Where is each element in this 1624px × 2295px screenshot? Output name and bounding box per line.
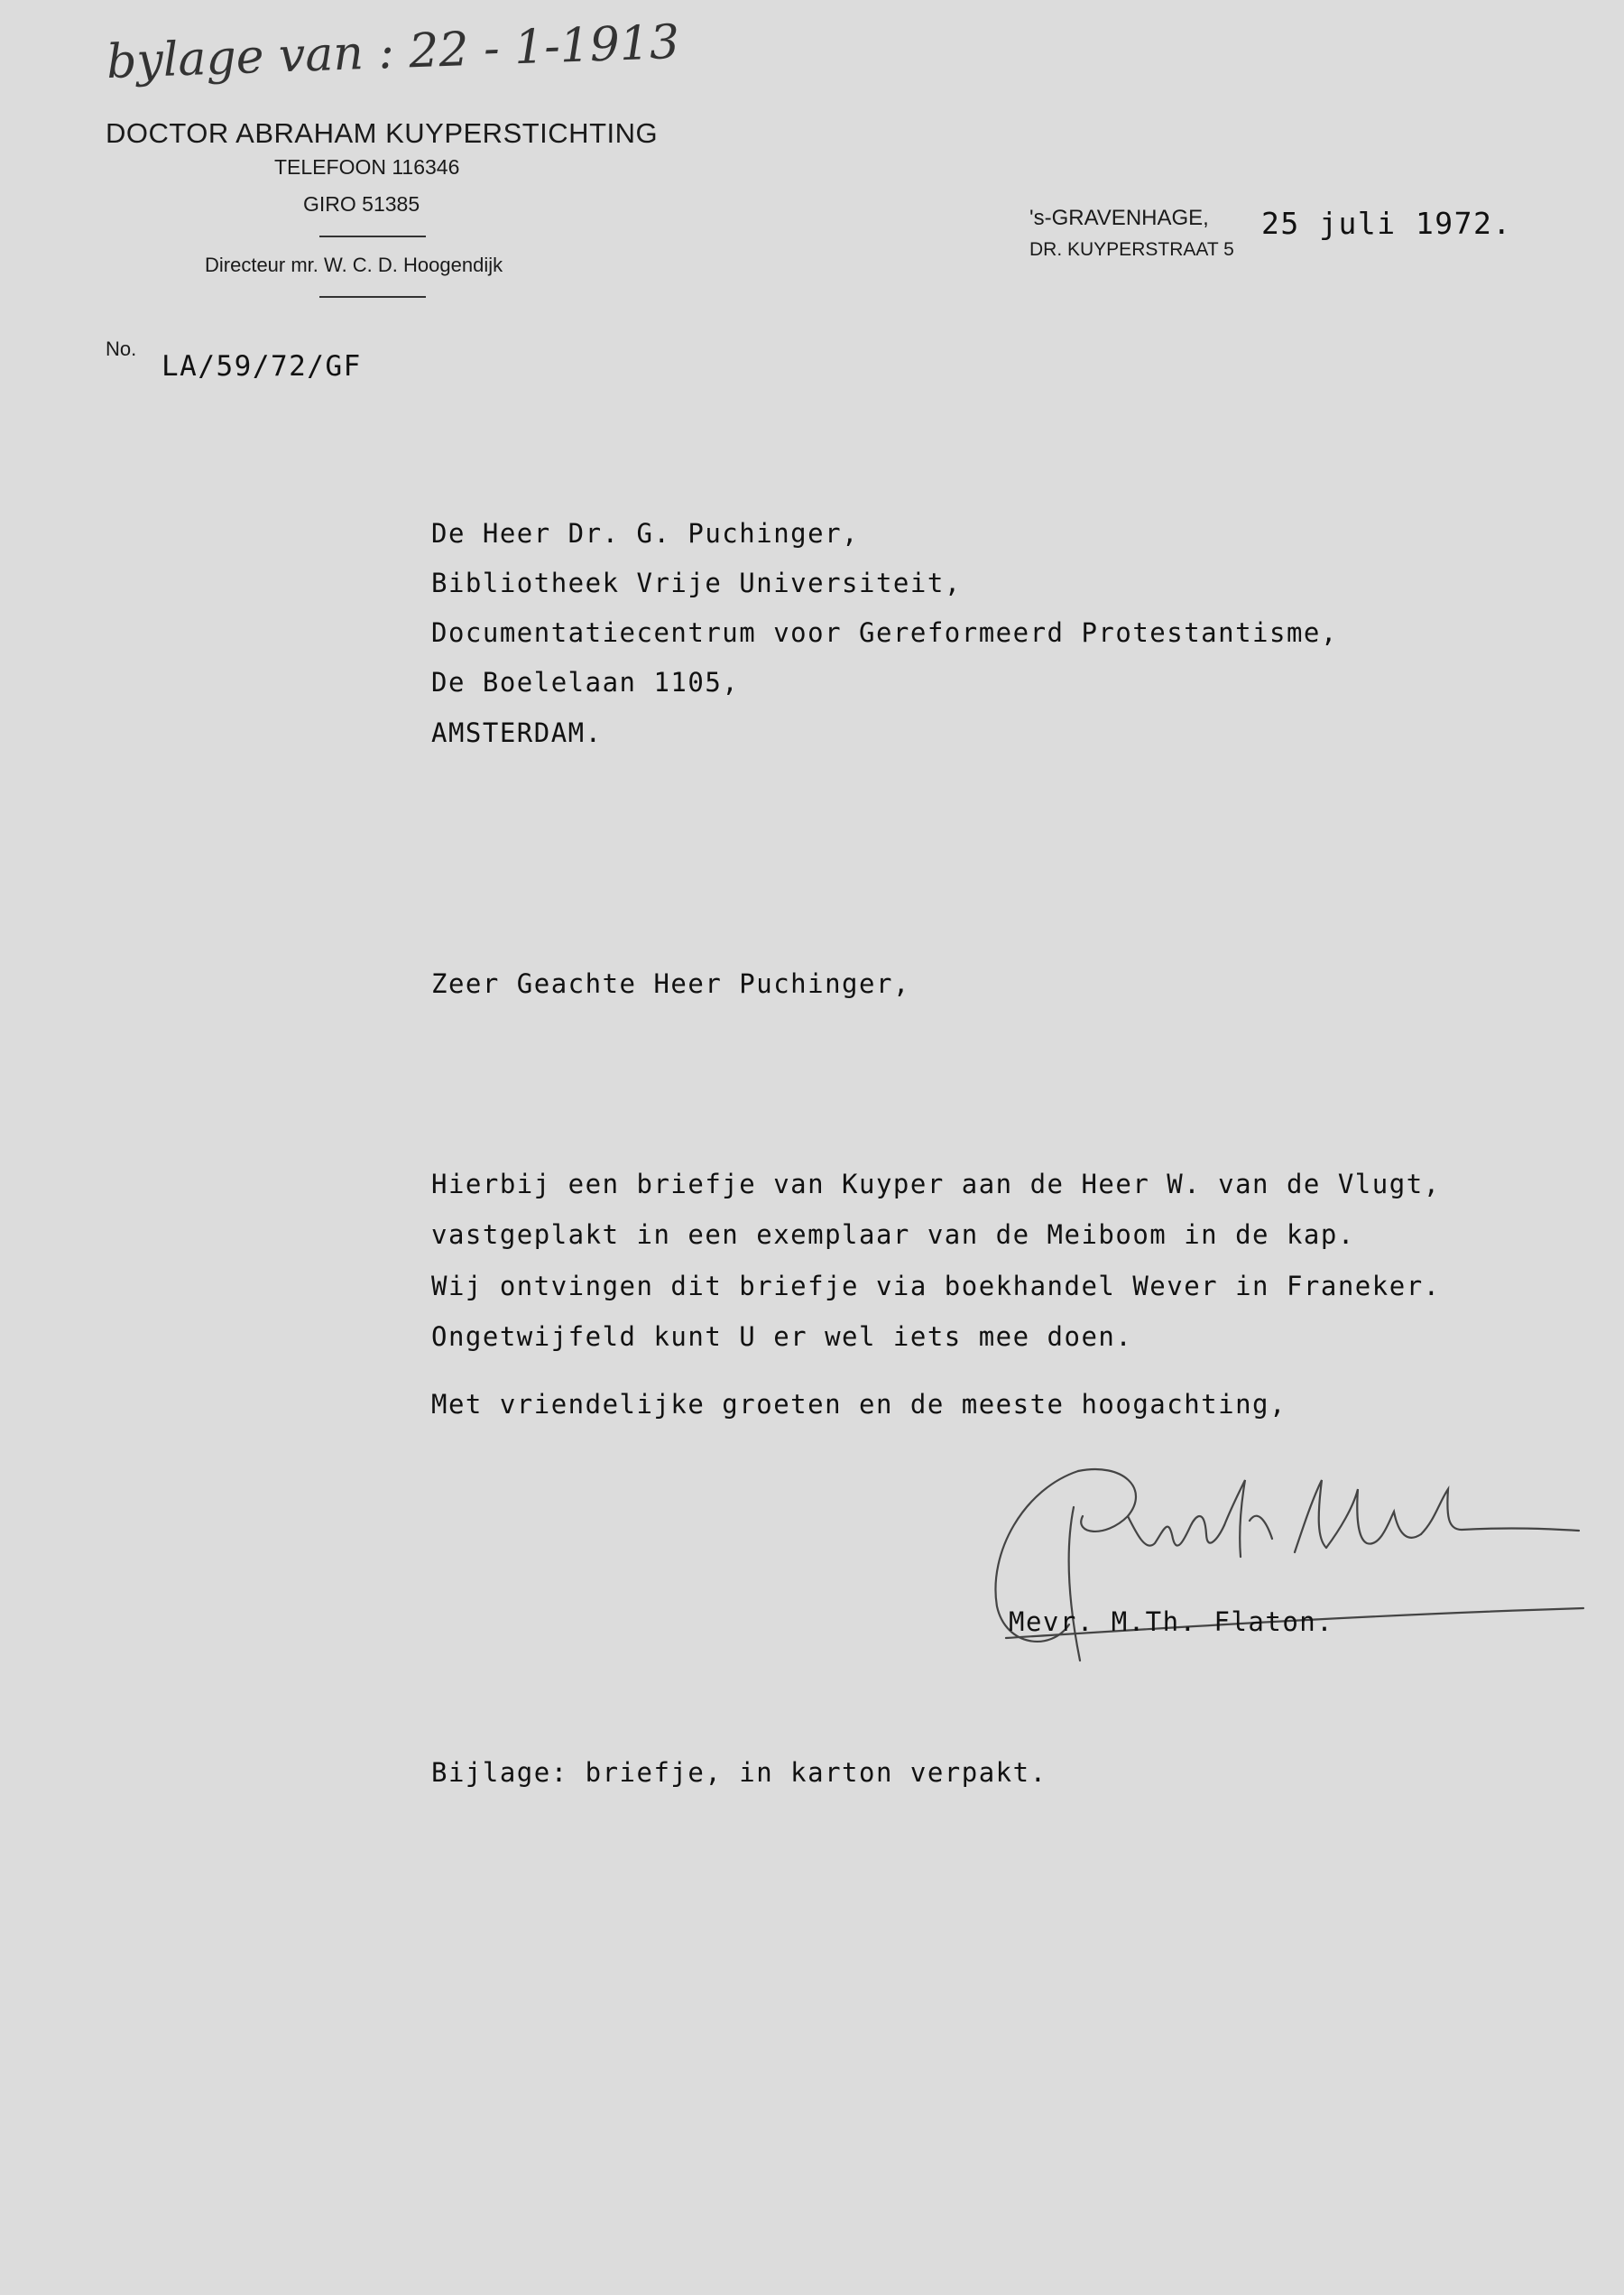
handwritten-signature [970,1453,1601,1679]
letterhead-street: DR. KUYPERSTRAAT 5 [1029,239,1234,260]
reference-label: No. [106,338,137,360]
recipient-line: AMSTERDAM. [431,717,603,748]
letterhead-org-name: DOCTOR ABRAHAM KUYPERSTICHTING [106,117,659,149]
body-line: Ongetwijfeld kunt U er wel iets mee doen. [431,1321,1133,1352]
letterhead-divider-bottom [319,296,426,298]
letterhead-giro: GIRO 51385 [303,192,420,216]
recipient-line: De Heer Dr. G. Puchinger, [431,518,859,549]
recipient-line: Documentatiecentrum voor Gereformeerd Protestantisme, [431,617,1338,648]
reference-number: LA/59/72/GF [161,350,362,383]
letterhead-telefoon: TELEFOON 116346 [274,155,460,179]
signature-name: Mevr. M.Th. Flaton. [1009,1606,1334,1637]
letterhead-divider-top [319,236,426,237]
closing: Met vriendelijke groeten en de meeste hoogachting, [431,1389,1287,1420]
salutation: Zeer Geachte Heer Puchinger, [431,968,910,999]
letterhead-city: 's-GRAVENHAGE, [1029,206,1209,230]
body-line: Hierbij een briefje van Kuyper aan de Heer W. van de Vlugt, [431,1169,1441,1199]
handwritten-annotation: bylage van : 22 - 1-1913 [106,14,680,90]
letterhead-directeur: Directeur mr. W. C. D. Hoogendijk [205,254,503,276]
enclosure-note: Bijlage: briefje, in karton verpakt. [431,1757,1047,1788]
body-line: vastgeplakt in een exemplaar van de Meiboom in de kap. [431,1219,1355,1250]
body-line: Wij ontvingen dit briefje via boekhandel Wever in Franeker. [431,1271,1441,1301]
recipient-line: De Boelelaan 1105, [431,667,740,698]
letter-date: 25 juli 1972. [1261,206,1512,241]
recipient-line: Bibliotheek Vrije Universiteit, [431,568,962,598]
